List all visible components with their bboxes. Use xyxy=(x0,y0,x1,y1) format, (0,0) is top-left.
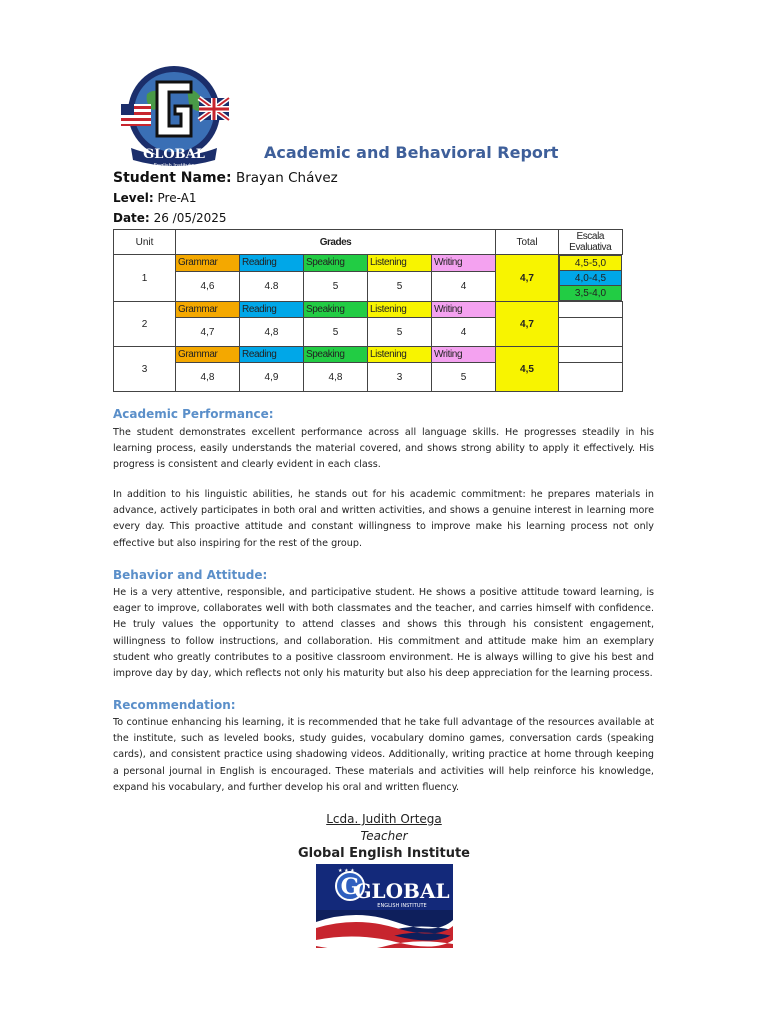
recommendation-heading: Recommendation: xyxy=(113,698,236,712)
svg-text:★ ★ ★: ★ ★ ★ xyxy=(338,868,355,874)
signature-name: Lcda. Judith Ortega xyxy=(326,812,442,826)
skill-label-listening: Listening xyxy=(368,347,432,363)
score-grammar: 4,7 xyxy=(176,318,240,347)
unit-header: Unit xyxy=(114,230,176,255)
skill-label-writing: Writing xyxy=(432,255,496,272)
academic-paragraph-1: The student demonstrates excellent performance across all language skills. He progresses steadily in his learning process, easily understands the material covered, and shows strong ability to apply it effectively. His progress is consistent and clearly evident in each class. xyxy=(113,427,654,471)
score-listening: 5 xyxy=(368,318,432,347)
skill-label-grammar: Grammar xyxy=(176,302,240,318)
skill-label-grammar: Grammar xyxy=(176,347,240,363)
score-listening: 5 xyxy=(368,271,432,301)
unit-total: 4,5 xyxy=(496,347,559,392)
date-value: 26 /05/2025 xyxy=(153,211,227,225)
score-writing: 4 xyxy=(432,318,496,347)
total-header: Total xyxy=(496,230,559,255)
skill-label-listening: Listening xyxy=(368,302,432,318)
skill-label-grammar: Grammar xyxy=(176,255,240,272)
svg-text:GLOBAL: GLOBAL xyxy=(143,147,205,162)
behavior-paragraph: He is a very attentive, responsible, and participative student. He shows a positive attitude toward learning, is eager to improve, collaborates well with both classmates and the teacher, and carries himself with confidence. He truly values the opportunity to attend classes and shows this through his consistent engagement, willingness to follow instructions, and collaboration. His commitment and attitude make him an exemplary student who greatly contributes to a positive classroom environment. He is always willing to give his best and improve day by day, which reflects not only his maturity but also his deep appreciation for the learning process. xyxy=(113,587,654,680)
unit-number: 1 xyxy=(114,255,176,302)
skill-label-speaking: Speaking xyxy=(304,302,368,318)
usa-flag-icon xyxy=(121,104,151,126)
svg-text:GLOBAL: GLOBAL xyxy=(354,879,450,903)
global-institute-banner-logo xyxy=(316,864,453,948)
academic-paragraph-2: In addition to his linguistic abilities, he stands out for his academic commitment: he prepares materials in advance, actively participates in both oral and written activities, and shows a genuine interest in learning more every day. This proactive attitude and constant willingness to improve make his learning process not only effective but also inspiring for the rest of the group. xyxy=(113,489,654,549)
uk-flag-icon xyxy=(199,98,229,120)
global-institute-logo xyxy=(117,64,235,172)
student-name-line xyxy=(113,170,338,186)
report-title: Academic and Behavioral Report xyxy=(264,143,559,162)
unit-total: 4,7 xyxy=(496,302,559,347)
scale-blank xyxy=(559,302,623,318)
svg-text:ENGLISH INSTITUTE: ENGLISH INSTITUTE xyxy=(377,903,427,909)
score-reading: 4.8 xyxy=(240,271,304,301)
score-grammar: 4,8 xyxy=(176,363,240,392)
score-writing: 4 xyxy=(432,271,496,301)
scale-item-mid: 4,0-4,5 xyxy=(560,271,622,286)
skill-label-speaking: Speaking xyxy=(304,255,368,272)
scale-blank xyxy=(559,318,623,347)
signature-organization: Global English Institute xyxy=(298,846,470,861)
score-reading: 4,9 xyxy=(240,363,304,392)
unit-number: 3 xyxy=(114,347,176,392)
skill-label-reading: Reading xyxy=(240,347,304,363)
svg-text:English Institute: English Institute xyxy=(153,163,195,169)
scale-item-low: 3,5-4,0 xyxy=(560,286,622,301)
recommendation-paragraph: To continue enhancing his learning, it is recommended that he take full advantage of the resources available at the institute, such as leveled books, study guides, vocabulary domino games, conversation cards (speaking cards), and consistent practice using shadowing videos. Additionally, writing practice at home through keeping a personal journal in English is encouraged. These materials and activities will help reinforce his knowledge, expand his vocabulary, and further develop his oral and written fluency. xyxy=(113,717,654,793)
skill-label-writing: Writing xyxy=(432,347,496,363)
score-grammar: 4,6 xyxy=(176,271,240,301)
student-name-label: Student Name: xyxy=(113,170,232,186)
scale-blank xyxy=(559,363,623,392)
scale-legend xyxy=(559,255,623,302)
scale-blank xyxy=(559,347,623,363)
skill-label-reading: Reading xyxy=(240,255,304,272)
unit-total: 4,7 xyxy=(496,255,559,302)
grades-table xyxy=(113,229,623,392)
skill-label-writing: Writing xyxy=(432,302,496,318)
date-line xyxy=(113,211,227,225)
level-line xyxy=(113,191,197,205)
score-listening: 3 xyxy=(368,363,432,392)
score-writing: 5 xyxy=(432,363,496,392)
scale-item-high: 4,5-5,0 xyxy=(560,256,622,271)
date-label: Date: xyxy=(113,211,150,225)
academic-performance-heading: Academic Performance: xyxy=(113,407,274,421)
score-speaking: 5 xyxy=(304,271,368,301)
grades-header: Grades xyxy=(176,230,496,255)
level-value: Pre-A1 xyxy=(157,191,197,205)
skill-label-listening: Listening xyxy=(368,255,432,272)
svg-text:G: G xyxy=(340,874,360,900)
skill-label-speaking: Speaking xyxy=(304,347,368,363)
signature-role: Teacher xyxy=(360,829,408,843)
behavior-heading: Behavior and Attitude: xyxy=(113,568,268,582)
student-name: Brayan Chávez xyxy=(235,170,338,186)
skill-label-reading: Reading xyxy=(240,302,304,318)
unit-number: 2 xyxy=(114,302,176,347)
level-label: Level: xyxy=(113,191,154,205)
scale-header: Escala Evaluativa xyxy=(559,230,623,255)
score-speaking: 5 xyxy=(304,318,368,347)
score-speaking: 4,8 xyxy=(304,363,368,392)
score-reading: 4,8 xyxy=(240,318,304,347)
